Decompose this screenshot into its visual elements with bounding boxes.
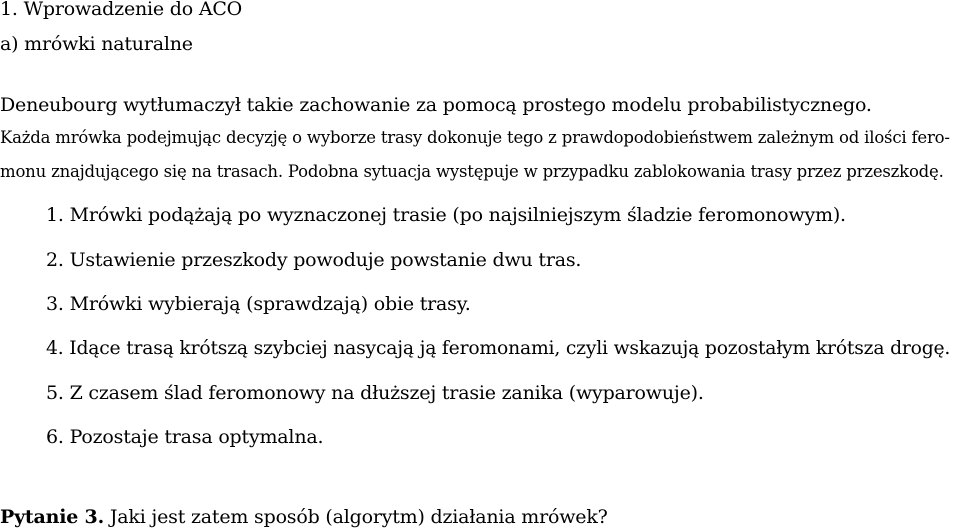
paragraph-line: monu znajdującego się na trasach. Podobna sytuacja występuje w przypadku zablokowania trasy przez przeszkodę. <box>0 162 944 181</box>
question <box>0 505 608 529</box>
list-item: 4. Idące trasą krótszą szybciej nasycają ją feromonami, czyli wskazują pozostałym krótsza drogę. <box>46 338 951 359</box>
list-item: 3. Mrówki wybierają (sprawdzają) obie trasy. <box>46 293 471 315</box>
section-title: 1. Wprowadzenie do ACO <box>0 0 243 20</box>
question-text: Jaki jest zatem sposób (algorytm) działania mrówek? <box>109 506 608 528</box>
section-subtitle: a) mrówki naturalne <box>0 33 193 55</box>
list-item: 2. Ustawienie przeszkody powoduje powstanie dwu tras. <box>46 249 582 271</box>
list-item: 6. Pozostaje trasa optymalna. <box>46 426 324 448</box>
paragraph-line: Deneubourg wytłumaczył takie zachowanie za pomocą prostego modelu probabilistycznego. <box>0 94 872 116</box>
list-item: 1. Mrówki podążają po wyznaczonej trasie (po najsilniejszym śladzie feromonowym). <box>46 204 846 226</box>
list-item: 5. Z czasem ślad feromonowy na dłuższej trasie zanika (wyparowuje). <box>46 382 704 404</box>
paragraph-line: Każda mrówka podejmując decyzję o wyborze trasy dokonuje tego z prawdopodobieństwem zależnym od ilości fero- <box>0 128 950 147</box>
question-label: Pytanie 3. <box>0 506 104 528</box>
